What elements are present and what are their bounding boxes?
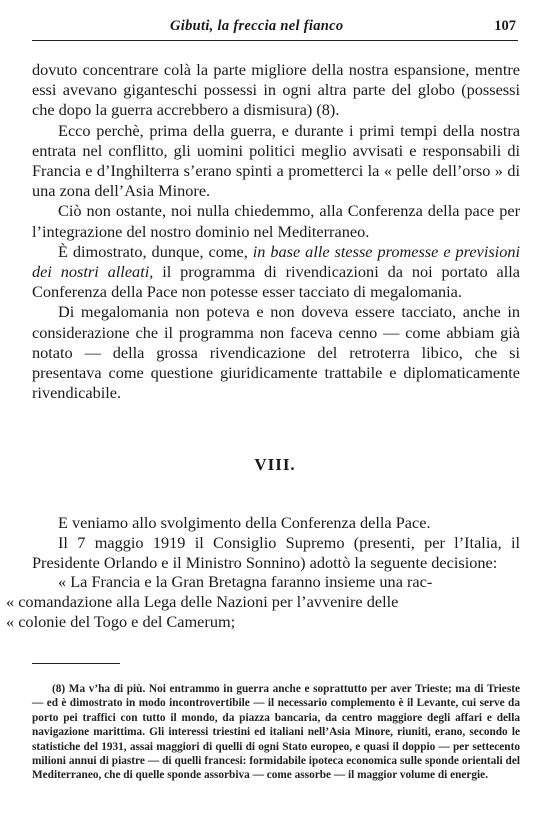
quote-block	[6, 572, 520, 631]
paragraph-2: Ecco perchè, prima della guerra, e durante i primi tempi della nostra entrata nel conflitto, gli uomini politici meglio avvisati e responsabili di Francia e d’Inghilterra s’erano spinti a prometterci la « pelle dell’orso » di una zona dell’Asia Minore.	[32, 120, 520, 201]
footnote-8: (8) Ma v’ha di più. Noi entrammo in guerra anche e soprattutto per aver Trieste; ma di Trieste — ed è dimostrato in modo incontrovertibile — il necessario complemento è il Levante, cui serve da porto pei traffici con tutto il mondo, da piazza bancaria, da centro maggiore degli affari e della navigazione marittima. Gli interessi triestini ed italiani nell’Asia Minore, riuniti, erano, secondo le statistiche del 1931, assai maggiori di quelli di ogni Stato europeo, e quasi il doppio — per settecento milioni annui di piastre — di quelli francesi: formidabile ipoteca economica sulle sponde orientali del Mediterraneo, che di quelle sponde assorbiva — come assorbe — il maggior volume di energie.	[32, 683, 520, 782]
section-paragraph-1: E veniamo allo svolgimento della Conferenza della Pace.	[58, 513, 431, 532]
section-paragraph-2	[32, 533, 520, 573]
paragraph-5: Di megalomania non poteva e non doveva essere tacciato, anche in considerazione che il programma non faceva cenno — come abbiam già notato — della grossa rivendicazione del retroterra libico, che si presentava come questione giuridicamente trattabile e diplomaticamente rivendicabile.	[32, 302, 520, 403]
paragraph-1: dovuto concentrare colà la parte migliore della nostra espansione, mentre essi avevano giganteschi possessi in ogni altra parte del globo (possessi che dopo la guerra accrebbero a dismisura) (8).	[32, 60, 520, 120]
section-text	[6, 513, 520, 632]
section-paragraph-2-text: Il 7 maggio 1919 il Consiglio Supremo (presenti, per l’Italia, il Presidente Orlando e il Ministro Sonnino) adottò la seguente decisione:	[32, 532, 520, 572]
paragraph-3: Ciò non ostante, noi nulla chiedemmo, alla Conferenza della pace per l’integrazione del nostro dominio nel Mediterraneo.	[32, 201, 520, 241]
footnote	[32, 682, 520, 783]
page-header	[32, 18, 518, 41]
section-heading: VIII.	[254, 455, 296, 474]
running-title: Gibuti, la freccia nel fianco	[170, 18, 344, 34]
paragraph-4	[32, 242, 520, 303]
paragraph-4-start: È dimostrato, dunque, come,	[58, 241, 253, 261]
page-number: 107	[494, 18, 516, 34]
quote-line-2: « comandazione alla Lega delle Nazioni per l’avvenire delle	[6, 592, 399, 612]
footnote-rule	[32, 663, 120, 664]
main-text	[32, 60, 520, 403]
quote-line-1: « La Francia e la Gran Bretagna faranno insieme una rac-	[58, 572, 433, 592]
paragraph-4-italic: in base alle stesse promesse e previsioni dei nostri alleati,	[32, 241, 521, 282]
paragraph-4-end: il programma di rivendicazioni da noi portato alla Conferenza della Pace non potesse esser tacciato di megalomania.	[32, 262, 521, 302]
quote-line-3: « colonie del Togo e del Camerum;	[6, 611, 236, 631]
